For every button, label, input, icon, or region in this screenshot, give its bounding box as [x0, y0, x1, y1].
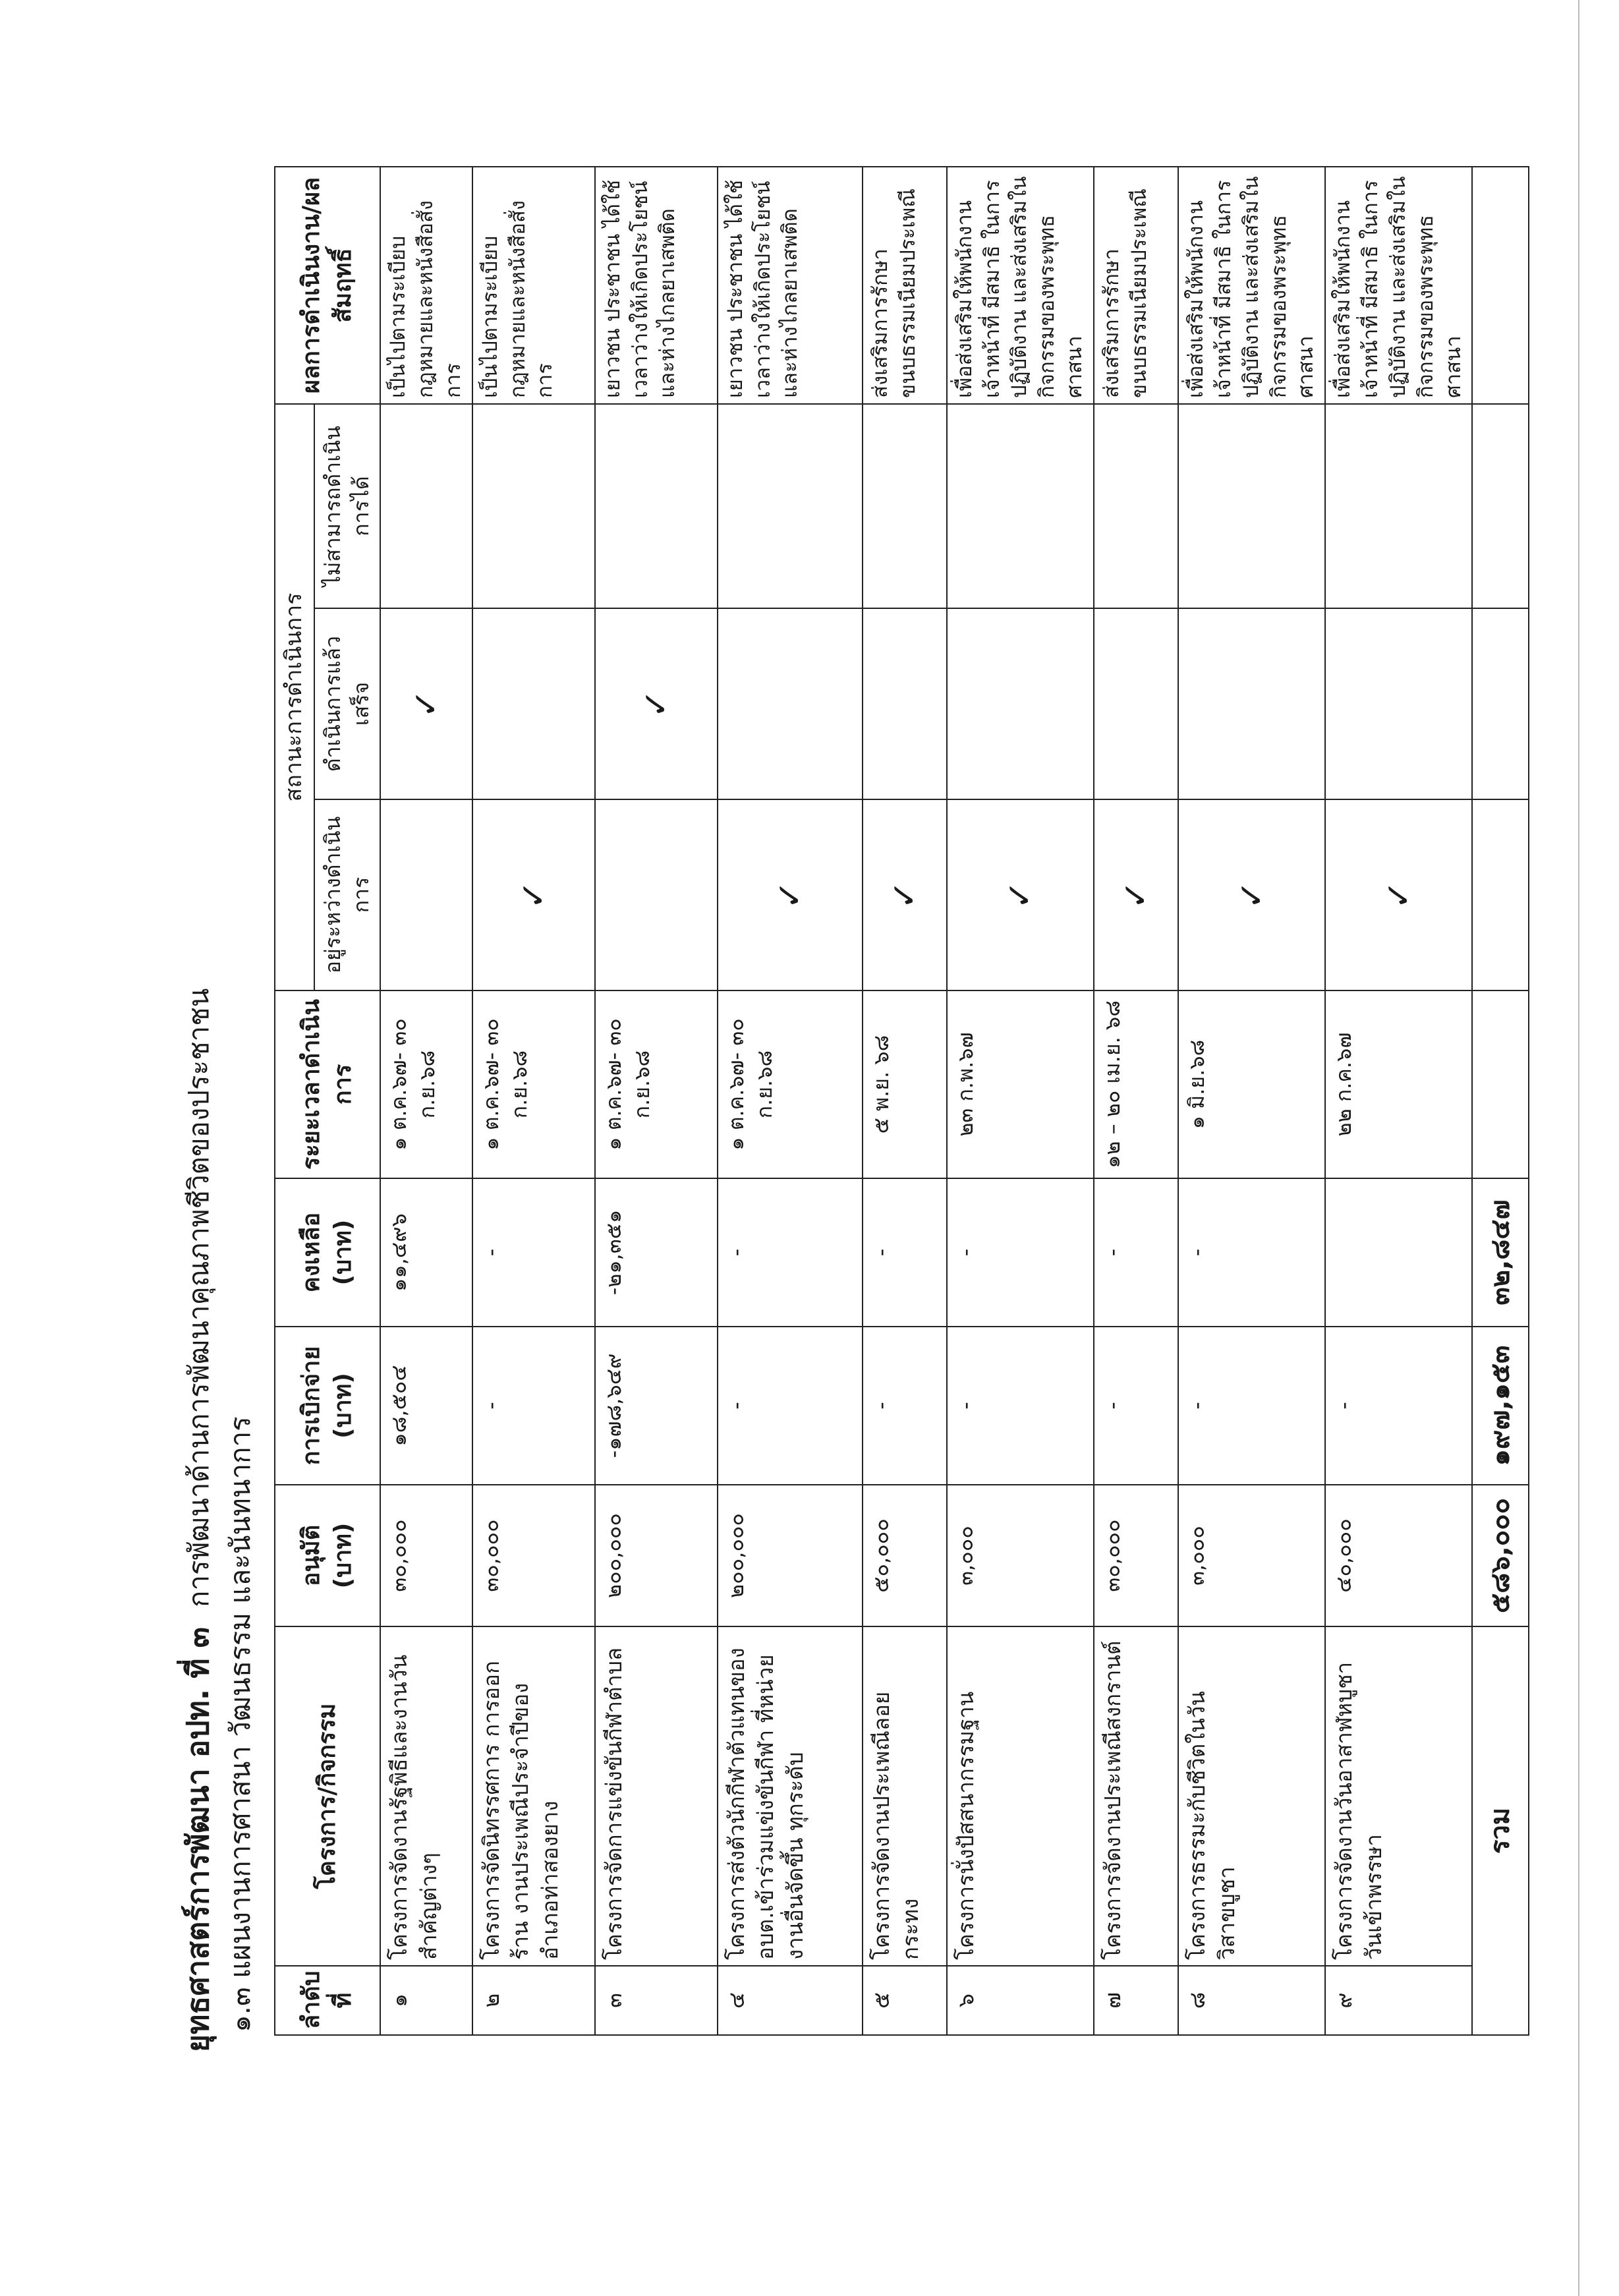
cell-in-progress: ✓	[1325, 799, 1472, 990]
col-approved-header: อนุมัติ (บาท)	[275, 1485, 380, 1626]
cell-spent: -	[1178, 1327, 1325, 1485]
table-row	[718, 167, 863, 2035]
cell-result: เยาวชน ประชาชน ได้ใช้เวลาว่างให้เกิดประโยชน์ และห่างไกลยาเสพติด	[718, 167, 863, 404]
col-remaining-header: คงเหลือ (บาท)	[275, 1178, 380, 1327]
cell-result: ส่งเสริมการรักษาขนบธรรมเนียมประเพณี	[863, 167, 947, 404]
total-approved: ๕๘๖,๐๐๐	[1472, 1485, 1529, 1626]
strategy-title: ยุทธศาสตร์การพัฒนา อปท. ที่ ๓	[180, 1626, 215, 2052]
cell-not-done	[595, 404, 718, 608]
cell-approved: ๕๐,๐๐๐	[863, 1485, 947, 1626]
cell-remaining: -	[1094, 1178, 1178, 1327]
cell-period: ๒๒ ก.ค.๖๗	[1325, 990, 1472, 1178]
cell-remaining: -	[1178, 1178, 1325, 1327]
cell-not-done	[380, 404, 472, 608]
total-empty-cell	[1472, 799, 1529, 990]
cell-in-progress: ✓	[1094, 799, 1178, 990]
cell-result: เยาวชน ประชาชน ได้ใช้เวลาว่างให้เกิดประโยชน์ และห่างไกลยาเสพติด	[595, 167, 718, 404]
cell-period: ๑๒ – ๒๐ เม.ย. ๖๘	[1094, 990, 1178, 1178]
cell-approved: ๓๐,๐๐๐	[1094, 1485, 1178, 1626]
cell-project: โครงการจัดนิทรรศการ การออกร้าน งานประเพณีประจำปีของอำเภอท่าสองยาง	[472, 1626, 595, 1966]
cell-approved: ๔๐,๐๐๐	[1325, 1485, 1472, 1626]
cell-no: ๓	[595, 1966, 718, 2035]
cell-in-progress: ✓	[472, 799, 595, 990]
cell-no: ๕	[863, 1966, 947, 2035]
cell-result: เพื่อส่งเสริมให้พนักงาน เจ้าหน้าที่ มีสมาธิ ในการปฏิบัติงาน และส่งเสริมในกิจกรรมของพระพุทธศาสนา	[947, 167, 1094, 404]
cell-period: ๕ พ.ย. ๖๘	[863, 990, 947, 1178]
cell-spent: -	[718, 1327, 863, 1485]
cell-approved: ๓๐,๐๐๐	[380, 1485, 472, 1626]
cell-project: โครงการจัดงานวันอาสาฬหบูชา วันเข้าพรรษา	[1325, 1626, 1472, 1966]
cell-spent: -	[472, 1327, 595, 1485]
cell-result: เป็นไปตามระเบียบกฎหมายและหนังสือสั่งการ	[380, 167, 472, 404]
cell-done	[947, 608, 1094, 799]
cell-spent: -	[1094, 1327, 1178, 1485]
cell-remaining: -	[472, 1178, 595, 1327]
cell-spent: -๑๗๘,๖๔๙	[595, 1327, 718, 1485]
cell-project: โครงการจัดการแข่งขันกีฬาตำบล	[595, 1626, 718, 1966]
cell-in-progress: ✓	[947, 799, 1094, 990]
cell-not-done	[863, 404, 947, 608]
cell-in-progress	[595, 799, 718, 990]
strategy-heading	[174, 989, 222, 2052]
cell-remaining: -	[718, 1178, 863, 1327]
cell-spent: -	[863, 1327, 947, 1485]
cell-spent: ๑๘,๕๐๔	[380, 1327, 472, 1485]
cell-remaining: -๒๑,๓๕๑	[595, 1178, 718, 1327]
total-empty-cell	[1472, 990, 1529, 1178]
cell-approved: ๒๐๐,๐๐๐	[718, 1485, 863, 1626]
col-order-header: ลำดับที่	[275, 1966, 380, 2035]
cell-project: โครงการจัดงานรัฐพิธีและงานวันสำคัญต่างๆ	[380, 1626, 472, 1966]
total-label: รวม	[1472, 1626, 1529, 2035]
table-row	[380, 167, 472, 2035]
cell-no: ๑	[380, 1966, 472, 2035]
cell-done	[863, 608, 947, 799]
cell-done	[1178, 608, 1325, 799]
cell-spent: -	[947, 1327, 1094, 1485]
project-table	[274, 166, 1529, 2036]
table-row	[1325, 167, 1472, 2035]
total-remaining: ๓๒,๘๔๗	[1472, 1178, 1529, 1327]
cell-approved: ๓๐,๐๐๐	[472, 1485, 595, 1626]
col-done-header: ดำเนินการแล้วเสร็จ	[314, 608, 380, 799]
cell-approved: ๓,๐๐๐	[947, 1485, 1094, 1626]
cell-remaining	[1325, 1178, 1472, 1327]
cell-approved: ๒๐๐,๐๐๐	[595, 1485, 718, 1626]
cell-spent: -	[1325, 1327, 1472, 1485]
cell-done: ✓	[380, 608, 472, 799]
cell-project: โครงการจัดงานประเพณีสงกรานต์	[1094, 1626, 1178, 1966]
cell-in-progress: ✓	[1178, 799, 1325, 990]
cell-remaining: ๑๑,๔๙๖	[380, 1178, 472, 1327]
cell-not-done	[1094, 404, 1178, 608]
total-row	[1472, 167, 1529, 2035]
col-period-header: ระยะเวลาดำเนินการ	[275, 990, 380, 1178]
cell-project: โครงการธรรมะกับชีวิตในวันวิสาขบูชา	[1178, 1626, 1325, 1966]
cell-project: โครงการนั่งปัสสนากรรมฐาน	[947, 1626, 1094, 1966]
col-result-header: ผลการดำเนินงาน/ผลสัมฤทธิ์	[275, 167, 380, 404]
total-empty-cell	[1472, 608, 1529, 799]
cell-project: โครงการส่งตัวนักกีฬาตัวแทนของ อบต.เข้าร่วมแข่งขันกีฬา ที่หน่วยงานอื่นจัดขึ้น ทุกระดับ	[718, 1626, 863, 1966]
cell-not-done	[1178, 404, 1325, 608]
cell-no: ๗	[1094, 1966, 1178, 2035]
cell-period: ๑ ต.ค.๖๗- ๓๐ ก.ย.๖๘	[718, 990, 863, 1178]
col-in-progress-header: อยู่ระหว่างดำเนินการ	[314, 799, 380, 990]
cell-not-done	[718, 404, 863, 608]
cell-no: ๘	[1178, 1966, 1325, 2035]
col-project-header: โครงการ/กิจกรรม	[275, 1626, 380, 1966]
cell-not-done	[1325, 404, 1472, 608]
cell-period: ๑ มิ.ย.๖๘	[1178, 990, 1325, 1178]
cell-period: ๒๓ ก.พ.๖๗	[947, 990, 1094, 1178]
cell-project: โครงการจัดงานประเพณีลอยกระทง	[863, 1626, 947, 1966]
cell-no: ๖	[947, 1966, 1094, 2035]
cell-remaining: -	[863, 1178, 947, 1327]
col-not-done-header: ไม่สามารถดำเนินการได้	[314, 404, 380, 608]
cell-result: เพื่อส่งเสริมให้พนักงาน เจ้าหน้าที่ มีสมาธิ ในการปฏิบัติงาน และส่งเสริมในกิจกรรมของพระพุทธศาสนา	[1178, 167, 1325, 404]
cell-in-progress: ✓	[718, 799, 863, 990]
cell-period: ๑ ต.ค.๖๗- ๓๐ ก.ย.๖๘	[595, 990, 718, 1178]
cell-result: ส่งเสริมการรักษาขนบธรรมเนียมประเพณี	[1094, 167, 1178, 404]
total-spent: ๑๙๗,๑๕๓	[1472, 1327, 1529, 1485]
strategy-description: การพัฒนาด้านการพัฒนาคุณภาพชีวิตของประชาชน	[183, 988, 215, 1607]
cell-done	[1094, 608, 1178, 799]
plan-heading: ๑.๓ แผนงานการศาสนา วัฒนธรรม และนันทนาการ	[224, 1416, 256, 2032]
cell-done	[718, 608, 863, 799]
cell-in-progress: ✓	[863, 799, 947, 990]
total-empty-cell	[1472, 167, 1529, 404]
table-row	[863, 167, 947, 2035]
col-spent-header: การเบิกจ่าย (บาท)	[275, 1327, 380, 1485]
cell-done	[1325, 608, 1472, 799]
table-row	[1178, 167, 1325, 2035]
table-row	[472, 167, 595, 2035]
cell-done	[472, 608, 595, 799]
cell-period: ๑ ต.ค.๖๗- ๓๐ ก.ย.๖๘	[472, 990, 595, 1178]
scan-edge-divider	[1578, 0, 1579, 2296]
table-row	[947, 167, 1094, 2035]
col-status-header: สถานะการดำเนินการ	[275, 404, 314, 990]
cell-not-done	[472, 404, 595, 608]
cell-result: เพื่อส่งเสริมให้พนักงาน เจ้าหน้าที่ มีสมาธิ ในการปฏิบัติงาน และส่งเสริมในกิจกรรมของพระพุทธศาสนา	[1325, 167, 1472, 404]
table-row	[1094, 167, 1178, 2035]
cell-period: ๑ ต.ค.๖๗- ๓๐ ก.ย.๖๘	[380, 990, 472, 1178]
table-row	[595, 167, 718, 2035]
cell-not-done	[947, 404, 1094, 608]
cell-no: ๙	[1325, 1966, 1472, 2035]
cell-no: ๔	[718, 1966, 863, 2035]
cell-no: ๒	[472, 1966, 595, 2035]
cell-approved: ๓,๐๐๐	[1178, 1485, 1325, 1626]
cell-result: เป็นไปตามระเบียบกฎหมายและหนังสือสั่งการ	[472, 167, 595, 404]
cell-remaining: -	[947, 1178, 1094, 1327]
cell-done: ✓	[595, 608, 718, 799]
total-empty-cell	[1472, 404, 1529, 608]
cell-in-progress	[380, 799, 472, 990]
